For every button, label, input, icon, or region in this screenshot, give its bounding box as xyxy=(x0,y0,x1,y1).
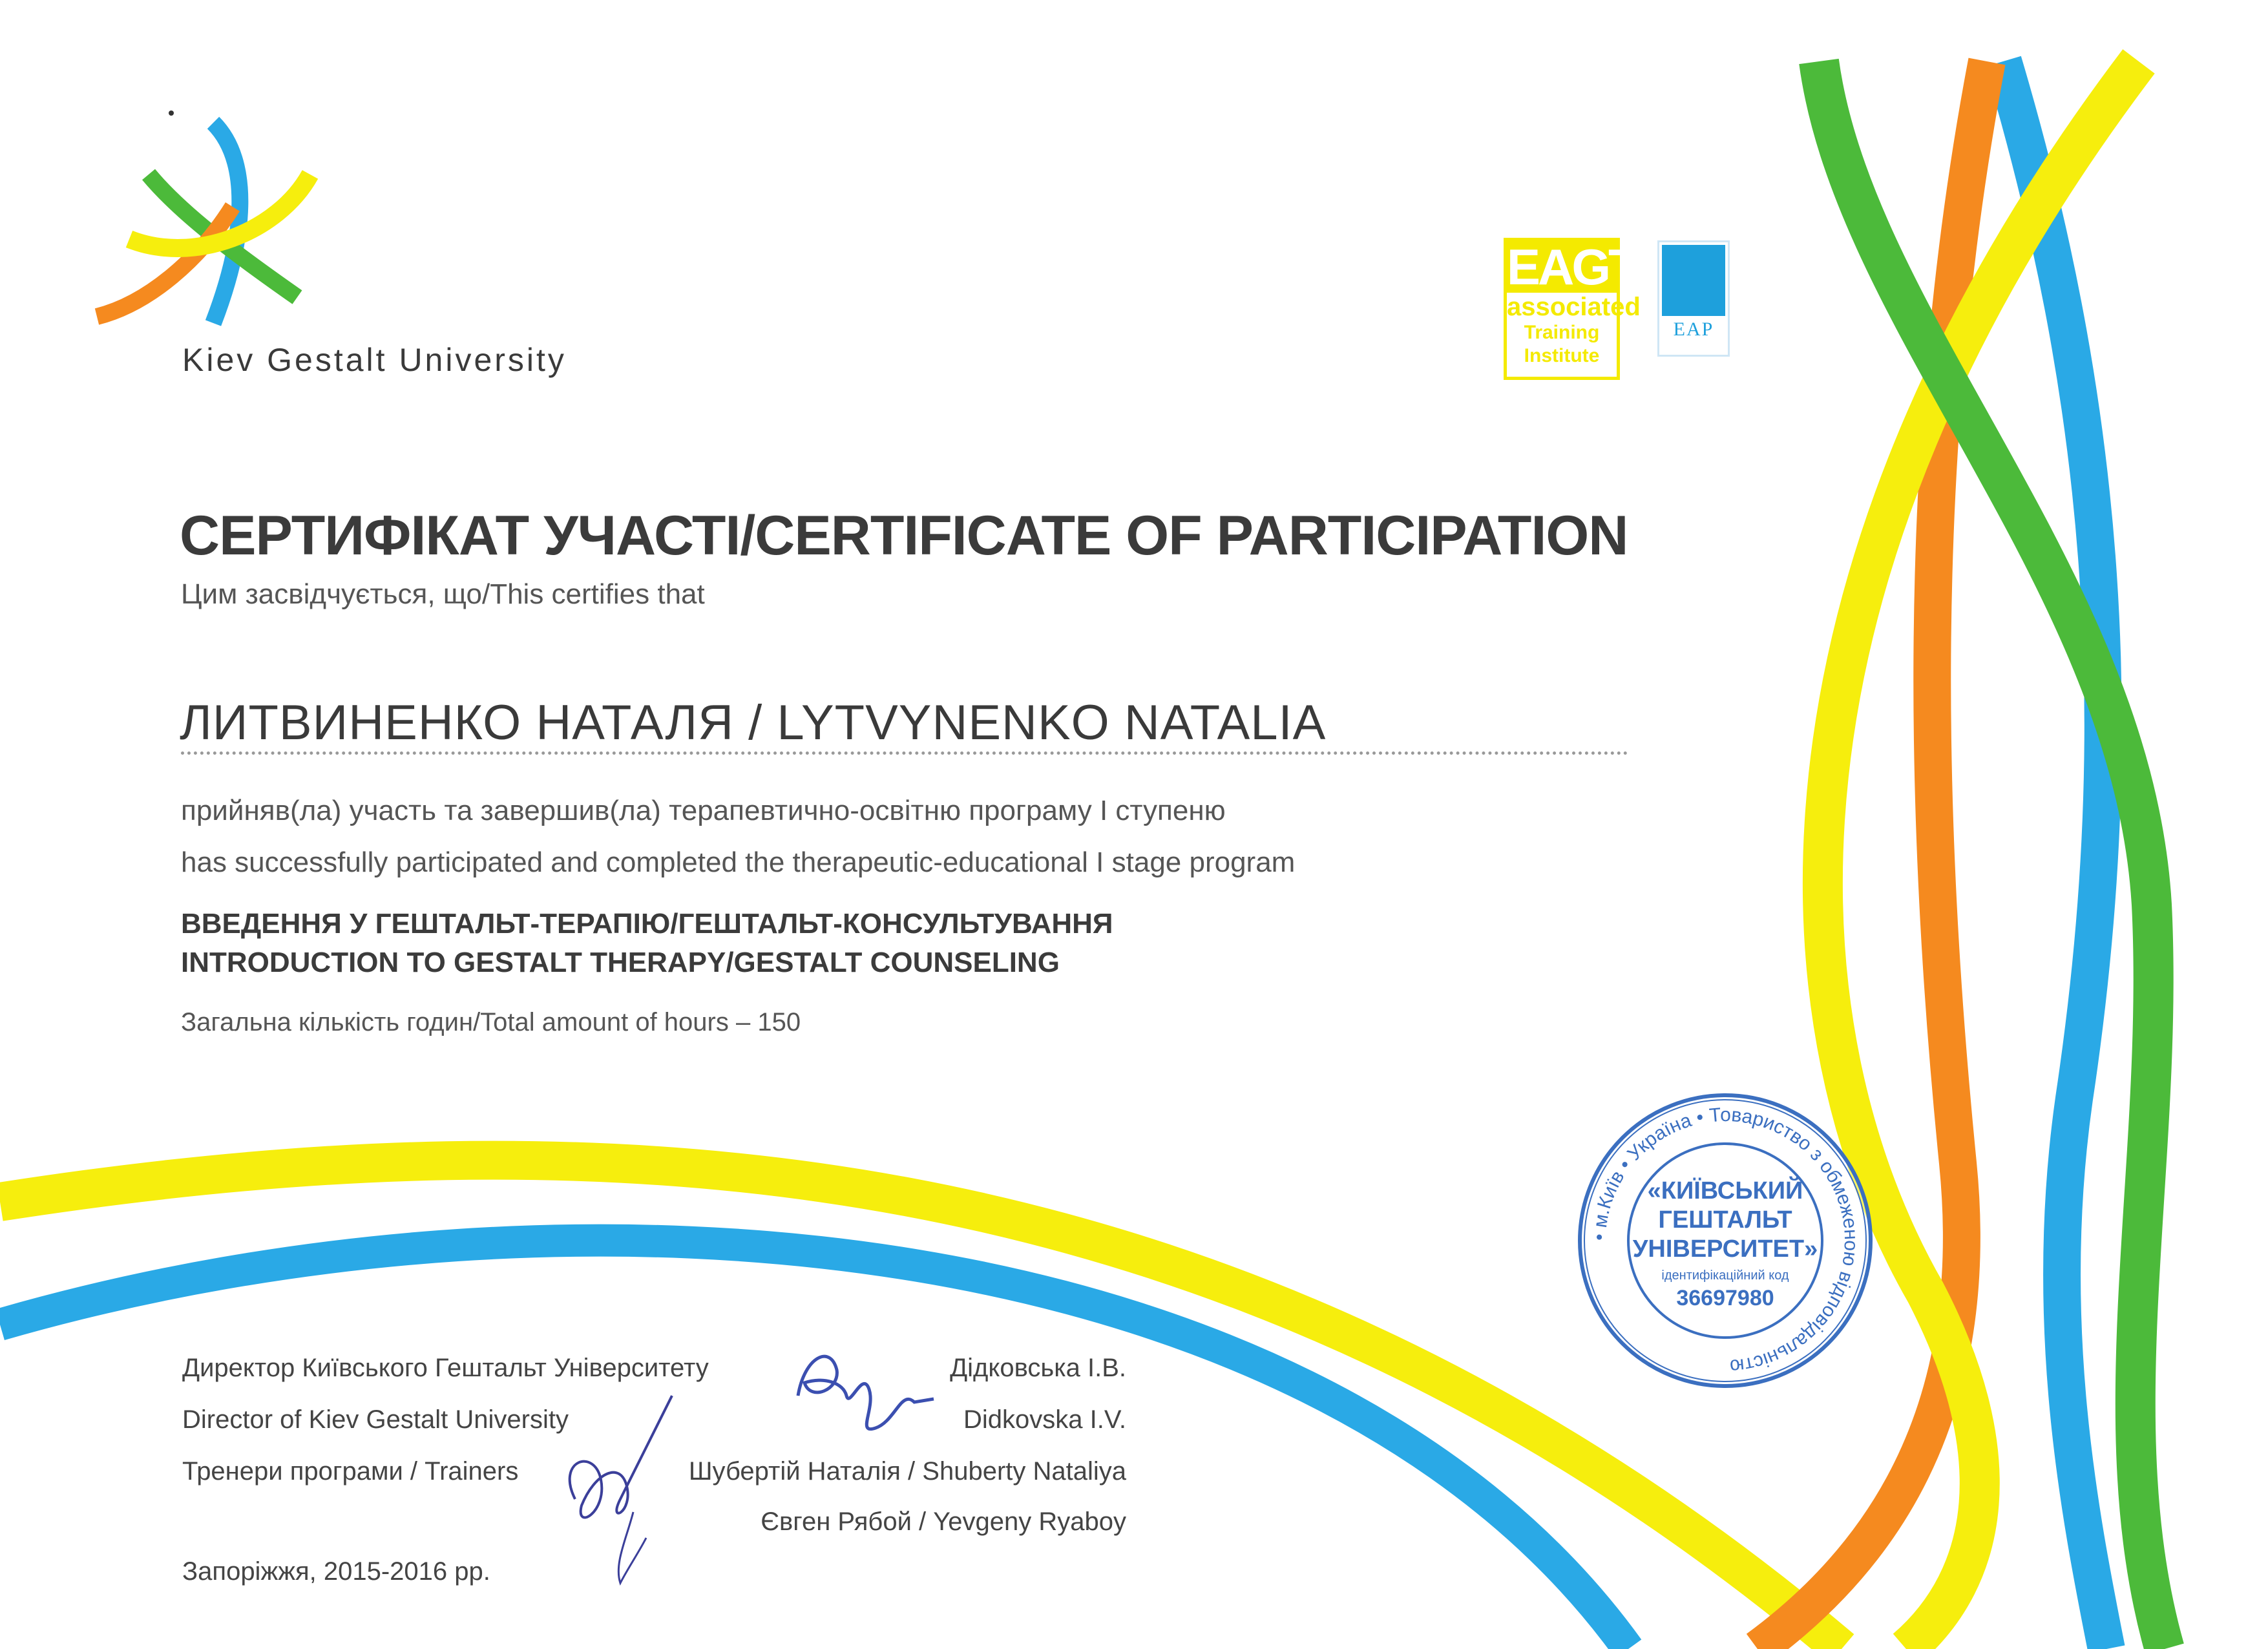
stamp-outer-text: • м.Київ • Україна • Товариство з обмеженою відповідальністю xyxy=(1588,1104,1862,1378)
stamp-line-2: ГЕШТАЛЬТ xyxy=(1658,1206,1792,1234)
trainer-1-name: Шубертій Наталія / Shuberty Nataliya xyxy=(688,1457,1126,1486)
ribbon-blue-right xyxy=(2003,61,2106,1649)
director-name-en: Didkovska I.V. xyxy=(963,1405,1126,1434)
director-signature xyxy=(785,1331,940,1441)
name-underline xyxy=(181,751,1628,755)
eagt-badge xyxy=(1504,238,1641,380)
program-title-uk: ВВЕДЕННЯ У ГЕШТАЛЬТ-ТЕРАПІЮ/ГЕШТАЛЬТ-КОНСУЛЬТУВАННЯ xyxy=(181,908,1113,940)
stamp-line-3: УНІВЕРСИТЕТ» xyxy=(1632,1235,1818,1263)
stamp-line-1: «КИЇВСЬКИЙ xyxy=(1647,1177,1803,1204)
eagt-associated: associated xyxy=(1507,293,1641,321)
director-title-uk: Директор Київського Гештальт Університету xyxy=(182,1354,709,1382)
university-seal-stamp xyxy=(1573,1089,1877,1392)
stamp-code-label: ідентифікаційний код xyxy=(1661,1268,1789,1283)
director-name-uk: Дідковська І.В. xyxy=(950,1354,1126,1382)
statement-uk: прийняв(ла) участь та завершив(ла) терапевтично-освітню програму І ступеню xyxy=(181,795,1226,826)
ribbon-blue-bottom xyxy=(0,1241,1628,1649)
recipient-name: ЛИТВИНЕНКО НАТАЛЯ / LYTVYNENKO NATALIA xyxy=(180,695,1327,750)
europe-map-icon xyxy=(1662,245,1725,316)
eap-label: EAP xyxy=(1673,319,1714,340)
trainer-signature xyxy=(536,1383,704,1590)
trainer-2-name: Євген Рябой / Yevgeny Ryaboy xyxy=(761,1507,1126,1536)
place-and-date: Запоріжжя, 2015-2016 рр. xyxy=(182,1557,490,1586)
certifies-line: Цим засвідчується, що/This certifies that xyxy=(181,578,705,610)
director-title-en: Director of Kiev Gestalt University xyxy=(182,1405,569,1434)
eagt-label: EAGT xyxy=(1507,238,1637,295)
trainers-label: Тренери програми / Trainers xyxy=(182,1457,519,1486)
eap-badge xyxy=(1657,240,1730,357)
statement-en: has successfully participated and completed the therapeutic-educational I stage program xyxy=(181,846,1296,878)
program-title-en: INTRODUCTION TO GESTALT THERAPY/GESTALT COUNSELING xyxy=(181,947,1060,978)
certificate-title: СЕРТИФІКАТ УЧАСТІ/CERTIFICATE OF PARTICIPATION xyxy=(180,505,1628,567)
total-hours: Загальна кількість годин/Total amount of hours – 150 xyxy=(181,1008,801,1036)
university-name: Kiev Gestalt University xyxy=(182,342,567,378)
eagt-training-institute: Training Institute xyxy=(1524,322,1600,366)
stamp-code: 36697980 xyxy=(1676,1286,1774,1310)
ribbons-logo-icon xyxy=(84,110,330,330)
